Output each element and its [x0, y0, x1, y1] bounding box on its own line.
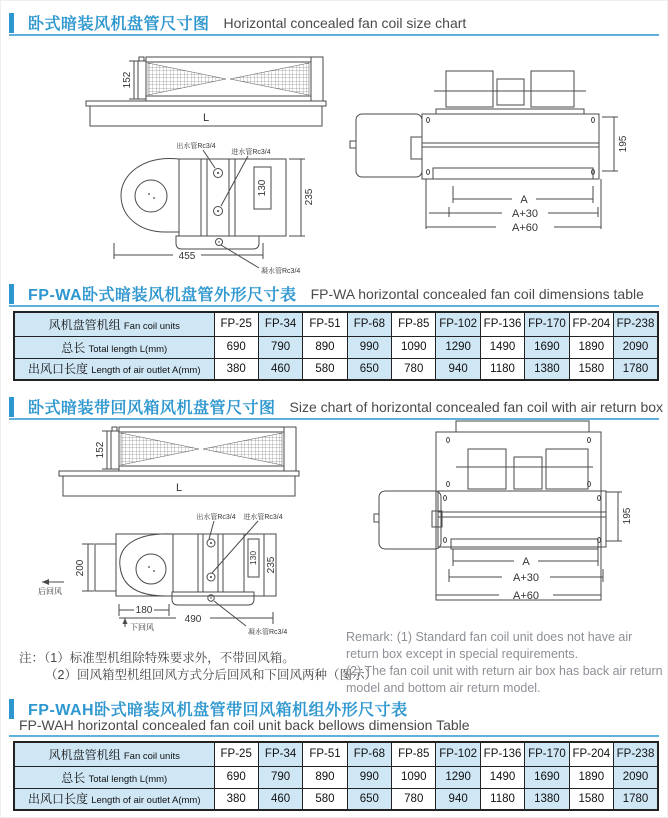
dim-455-label: 455 [178, 251, 196, 262]
front-view-drawing-1 [86, 53, 331, 138]
dim-180-label: 180 [135, 605, 153, 616]
side-view-lines [114, 150, 305, 268]
pipe-dot [210, 597, 212, 599]
table-header-row [14, 742, 658, 766]
row-label-en: Total length L(mm) [88, 773, 168, 785]
fan-center-dot [153, 570, 155, 572]
value-cell: 690 [214, 766, 258, 788]
up-arrow [123, 618, 128, 624]
value-cell: 2090 [614, 336, 658, 358]
row-label-cell [14, 788, 214, 810]
back-return-label: 后回风 [38, 587, 62, 596]
model-cell: FP-85 [392, 742, 436, 766]
fan-center-dot [148, 193, 150, 195]
model-cell: FP-204 [569, 312, 613, 336]
table-header-row [14, 312, 658, 336]
model-cell: FP-85 [392, 312, 436, 336]
top-view-lines [350, 71, 618, 229]
note-prefix: 注： [19, 651, 45, 665]
pipe-outlet-label: 出水管Rc3/4 [196, 514, 236, 521]
value-cell: 890 [303, 336, 347, 358]
coil-mesh [121, 433, 282, 465]
accent-bar [9, 13, 14, 33]
section2-header [9, 282, 644, 305]
dim-A30-label: A+30 [512, 208, 538, 220]
pipe-drain-label: 凝水管Rc3/4 [248, 629, 288, 636]
value-cell: 1580 [569, 788, 613, 810]
model-cell: FP-25 [214, 312, 258, 336]
fp-wah-dimensions-table [13, 741, 659, 811]
model-cell: FP-136 [480, 742, 524, 766]
accent-bar [9, 699, 14, 719]
pipe-outlet-label: 出水管Rc3/4 [176, 143, 216, 150]
value-cell: 1290 [436, 766, 480, 788]
dim-A60-label: A+60 [513, 590, 539, 602]
dim-L-label: L [202, 112, 210, 124]
model-cell: FP-102 [436, 312, 480, 336]
model-cell: FP-238 [614, 312, 658, 336]
dim-235-label: 235 [266, 556, 277, 574]
value-cell: 790 [258, 336, 302, 358]
row-label-zh: 总长 [61, 340, 86, 355]
pipe-dot [210, 542, 212, 544]
section2-title-zh: FP-WA卧式暗装风机盘管外形尺寸表 [28, 287, 297, 304]
value-cell: 460 [258, 358, 302, 380]
value-cell: 1380 [525, 788, 569, 810]
fp-wa-dimensions-table [13, 311, 659, 381]
pipe-inlet-label: 进水管Rc3/4 [231, 149, 271, 156]
dim-200-label: 200 [75, 559, 86, 577]
bottom-return-label: 下回风 [130, 623, 154, 632]
air-outlet-row [14, 358, 658, 380]
value-cell: 380 [214, 788, 258, 810]
value-cell: 1580 [569, 358, 613, 380]
model-cell: FP-68 [347, 312, 391, 336]
model-cell: FP-51 [303, 312, 347, 336]
value-cell: 690 [214, 336, 258, 358]
fan-center-dot [148, 566, 150, 568]
value-cell: 890 [303, 766, 347, 788]
value-cell: 2090 [614, 766, 658, 788]
total-length-row [14, 336, 658, 358]
side-view-drawing-1 [101, 139, 351, 277]
model-cell: FP-25 [214, 742, 258, 766]
dim-130-label: 130 [248, 550, 258, 566]
dim-152-label: 152 [122, 71, 133, 89]
remark-block [346, 629, 668, 697]
dim-A-label: A [522, 556, 530, 568]
notes-block [19, 650, 377, 684]
row-label-cell [14, 766, 214, 788]
model-cell: FP-34 [258, 742, 302, 766]
remark-line-1: Remark: (1) Standard fan coil unit does not have air return box except in special requirements. [346, 630, 633, 661]
pipe-dot [210, 576, 212, 578]
value-cell: 1490 [480, 766, 524, 788]
pipe-inlet-label: 进水管Rc3/4 [243, 514, 283, 521]
dim-L-label: L [175, 482, 183, 494]
value-cell: 1690 [525, 336, 569, 358]
value-cell: 780 [392, 358, 436, 380]
model-cell: FP-102 [436, 742, 480, 766]
pipe-dot [218, 241, 220, 243]
note-text-1: （1）标准型机组除特殊要求外，不带回风箱。 [44, 651, 295, 665]
units-header-cell [14, 742, 214, 766]
value-cell: 990 [347, 766, 391, 788]
value-cell: 780 [392, 788, 436, 810]
coil-mesh [148, 63, 309, 95]
dim-A-label: A [520, 194, 528, 206]
value-cell: 1290 [436, 336, 480, 358]
remark-line-2: (2) The fan coil unit with return air box has back air return model and bottom air return model. [346, 663, 663, 695]
value-cell: 1780 [614, 358, 658, 380]
value-cell: 940 [436, 358, 480, 380]
row-label-en: Total length L(mm) [88, 343, 168, 355]
value-cell: 1890 [569, 336, 613, 358]
model-cell: FP-68 [347, 742, 391, 766]
value-cell: 1780 [614, 788, 658, 810]
value-cell: 940 [436, 788, 480, 810]
section1-header [9, 11, 466, 34]
section1-title-en: Horizontal concealed fan coil size chart [223, 14, 467, 31]
section1-rule [9, 34, 659, 36]
units-header-zh: 风机盘管机组 [48, 747, 121, 762]
model-cell: FP-170 [525, 742, 569, 766]
side-view-drawing-2 [26, 506, 336, 648]
row-label-zh: 出风口长度 [27, 362, 88, 377]
units-header-zh: 风机盘管机组 [48, 317, 121, 332]
section1-title-zh: 卧式暗装风机盘管尺寸图 [28, 16, 210, 33]
model-cell: FP-34 [258, 312, 302, 336]
row-label-cell [14, 336, 214, 358]
row-label-cell [14, 358, 214, 380]
value-cell: 990 [347, 336, 391, 358]
pipe-drain-label: 凝水管Rc3/4 [261, 268, 301, 275]
total-length-row [14, 766, 658, 788]
value-cell: 650 [347, 358, 391, 380]
value-cell: 1090 [392, 336, 436, 358]
model-cell: FP-238 [614, 742, 658, 766]
note-line-1 [19, 650, 377, 667]
top-view-lines [374, 421, 622, 600]
section4-title-en: FP-WAH horizontal concealed fan coil unit back bellows dimension Table [19, 717, 470, 733]
model-cell: FP-204 [569, 742, 613, 766]
pipe-dot [217, 172, 219, 174]
value-cell: 580 [303, 358, 347, 380]
dim-235-label: 235 [304, 188, 315, 206]
row-label-en: Length of air outlet A(mm) [91, 795, 201, 807]
accent-bar [9, 397, 14, 417]
note-line-2: （2）回风箱型机组回风方式分后回风和下回风两种（图示） [45, 667, 377, 682]
model-cell: FP-170 [525, 312, 569, 336]
dim-130-label: 130 [257, 179, 268, 197]
dim-195-label: 195 [622, 507, 633, 525]
value-cell: 1090 [392, 766, 436, 788]
value-cell: 1490 [480, 336, 524, 358]
top-view-drawing-1 [346, 51, 661, 233]
section4-title-zh: FP-WAH卧式暗装风机盘管带回风箱机组外形尺寸表 [28, 702, 408, 719]
value-cell: 380 [214, 358, 258, 380]
dim-A30-label: A+30 [513, 572, 539, 584]
left-arrow [42, 579, 49, 585]
units-header-en: Fan coil units [123, 750, 180, 762]
row-label-zh: 总长 [61, 770, 86, 785]
value-cell: 790 [258, 766, 302, 788]
fan-center-dot [153, 197, 155, 199]
value-cell: 1690 [525, 766, 569, 788]
value-cell: 460 [258, 788, 302, 810]
value-cell: 650 [347, 788, 391, 810]
section4-rule [9, 735, 659, 737]
value-cell: 1890 [569, 766, 613, 788]
units-header-cell [14, 312, 214, 336]
air-outlet-row [14, 788, 658, 810]
dim-490-label: 490 [184, 614, 202, 625]
value-cell: 580 [303, 788, 347, 810]
section3-title-en: Size chart of horizontal concealed fan coil with air return box [289, 398, 664, 415]
dim-195-label: 195 [618, 135, 629, 153]
accent-bar [9, 284, 14, 304]
model-cell: FP-51 [303, 742, 347, 766]
section3-title-zh: 卧式暗装带回风箱风机盘管尺寸图 [28, 400, 276, 417]
model-cell: FP-136 [480, 312, 524, 336]
units-header-en: Fan coil units [123, 320, 180, 332]
section2-rule [9, 305, 659, 307]
value-cell: 1180 [480, 358, 524, 380]
pipe-dot [217, 210, 219, 212]
top-view-drawing-2 [346, 414, 661, 614]
value-cell: 1380 [525, 358, 569, 380]
section2-title-en: FP-WA horizontal concealed fan coil dimensions table [310, 285, 644, 302]
value-cell: 1180 [480, 788, 524, 810]
row-label-zh: 出风口长度 [27, 792, 88, 807]
row-label-en: Length of air outlet A(mm) [91, 365, 201, 377]
dim-152-label: 152 [95, 441, 106, 459]
front-view-drawing-2 [59, 423, 304, 508]
dim-A60-label: A+60 [512, 222, 538, 234]
